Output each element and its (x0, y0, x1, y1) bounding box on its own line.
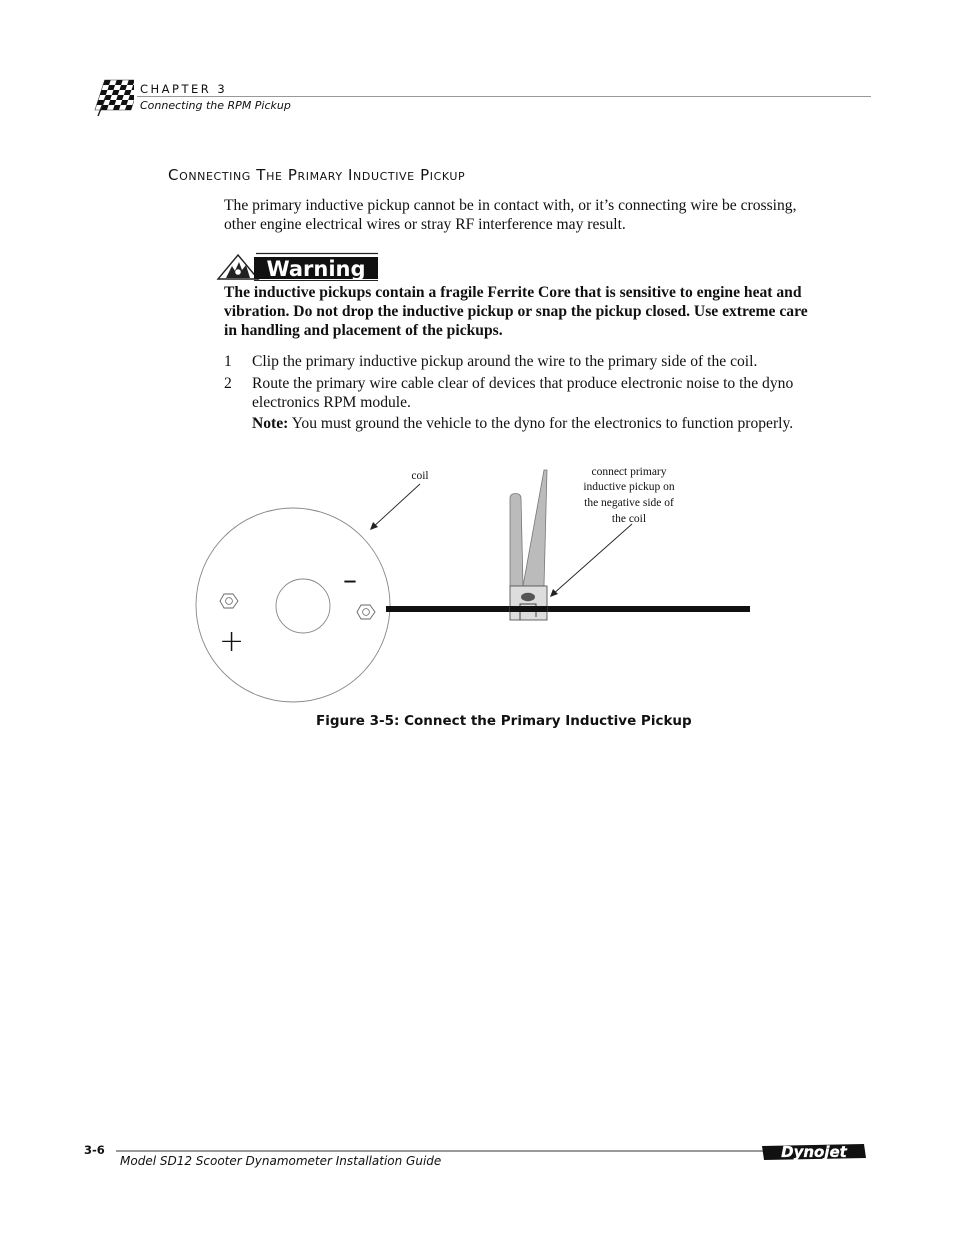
connect-label-line: the coil (611, 513, 647, 525)
checkered-flag-icon (84, 76, 134, 120)
step-text: Clip the primary inductive pickup around the wire to the primary side of the coil. (252, 353, 758, 370)
primary-wire (386, 606, 750, 612)
connect-label-line: the negative side of (584, 497, 674, 509)
step-text: Route the primary wire cable clear of devices that produce electronic noise to the dyno electronics RPM module. (252, 375, 794, 411)
chapter-label: CHAPTER 3 (140, 82, 228, 96)
dynojet-logo (760, 1140, 868, 1164)
header-divider (137, 96, 871, 97)
step-number: 1 (224, 353, 232, 370)
section-heading: Connecting The Primary Inductive Pickup (168, 166, 466, 184)
pickup-jaw (510, 494, 523, 587)
note-label: Note: (252, 415, 289, 432)
guide-title: Model SD12 Scooter Dynamometer Installation Guide (120, 1154, 442, 1168)
note-text: You must ground the vehicle to the dyno for the electronics to function properly. (288, 415, 794, 432)
connect-label-line: inductive pickup on (583, 481, 675, 493)
inductive-pickup (510, 586, 547, 620)
coil-label: coil (411, 470, 429, 482)
brand-wordmark: Dynojet (781, 1143, 847, 1161)
note-paragraph (252, 414, 827, 433)
pickup-diagram (190, 460, 770, 710)
header-subtitle: Connecting the RPM Pickup (140, 99, 291, 112)
connect-label-line: connect primary (591, 466, 667, 478)
footer-divider (116, 1150, 764, 1152)
figure-caption: Figure 3-5: Connect the Primary Inductive Pickup (316, 713, 692, 729)
page-number: 3-6 (84, 1143, 105, 1157)
warning-text: The inductive pickups contain a fragile Ferrite Core that is sensitive to engine heat and vibration. Do not drop the inductive pickup or snap the pickup closed. Use extreme care in handling and placement of the pickups. (224, 284, 808, 339)
warning-badge (216, 252, 380, 282)
minus-symbol: – (343, 563, 357, 596)
intro-paragraph: The primary inductive pickup cannot be in contact with, or it’s connecting wire be crossing, other engine electrical wires or stray RF interference may result. (224, 197, 797, 233)
warning-label: Warning (266, 257, 366, 281)
plus-symbol: + (219, 624, 245, 659)
pickup-jaw (523, 470, 547, 586)
coil-center (276, 579, 330, 633)
step-number: 2 (224, 375, 232, 392)
